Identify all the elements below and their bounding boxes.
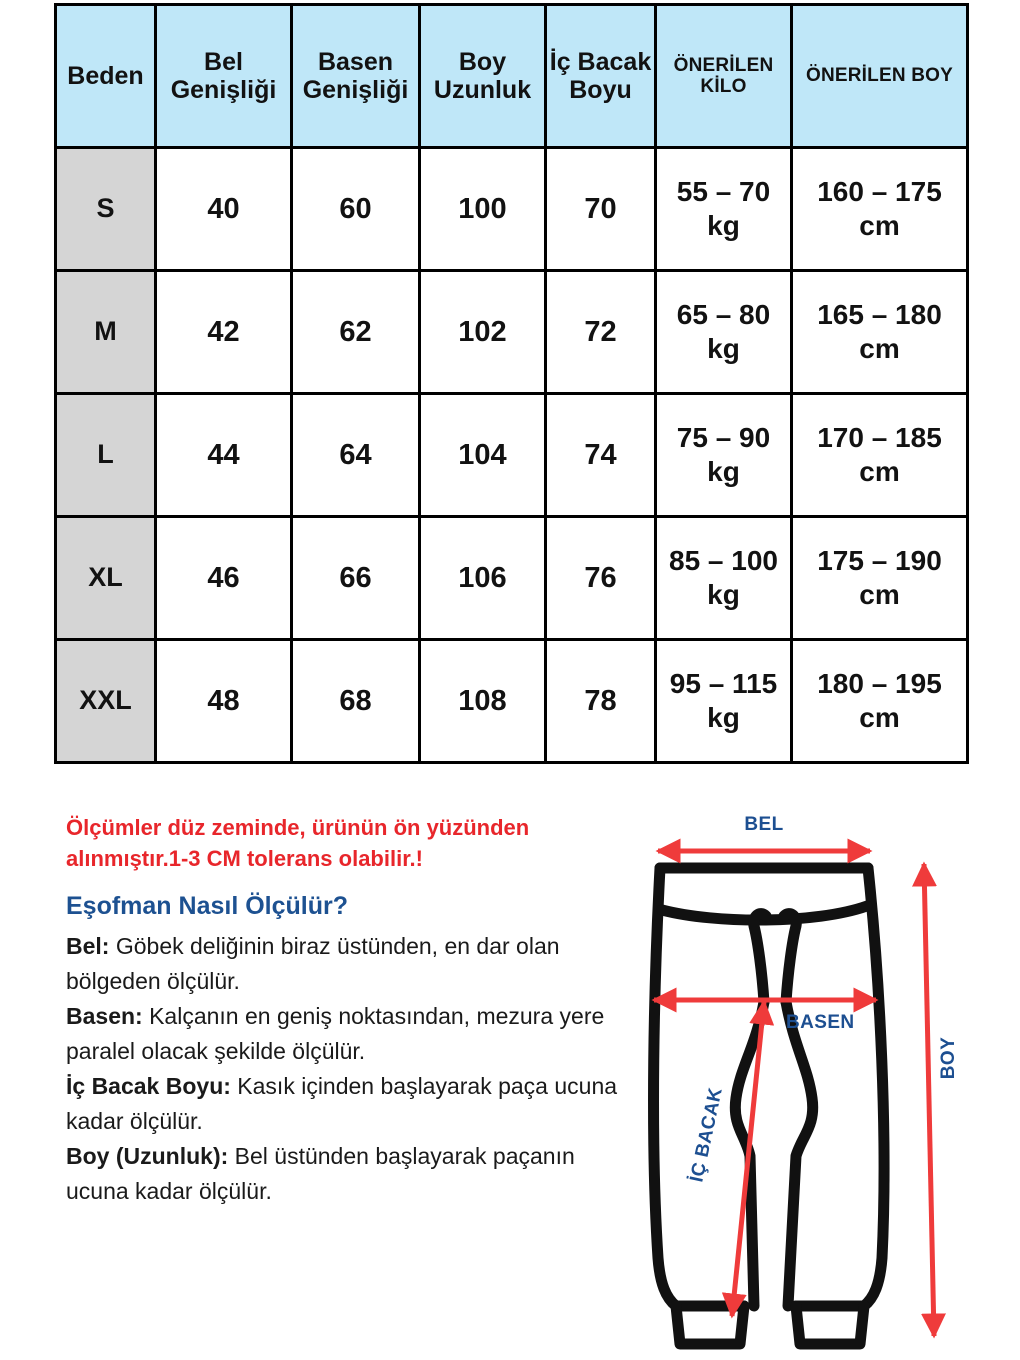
cell-basen: 68	[292, 640, 420, 763]
measure-instruction-boy-uzunluk	[66, 1139, 636, 1209]
table-row	[56, 640, 968, 763]
cell-kilo: 55 – 70 kg	[656, 148, 792, 271]
measure-term-basen: Basen:	[66, 1002, 143, 1029]
table-header-row	[56, 5, 968, 148]
measure-instruction-basen	[66, 999, 636, 1069]
cell-basen: 60	[292, 148, 420, 271]
cell-beden: M	[56, 271, 156, 394]
measure-term-ic-bacak-boyu: İç Bacak Boyu:	[66, 1072, 231, 1099]
measure-desc-bel: Göbek deliğinin biraz üstünden, en dar olan bölgeden ölçülür.	[66, 932, 560, 994]
sweatpants-outline-icon	[654, 868, 885, 1344]
cell-boy: 102	[420, 271, 546, 394]
table-row	[56, 394, 968, 517]
measure-term-bel: Bel:	[66, 932, 110, 959]
column-header-onerilen-kilo: ÖNERİLEN KİLO	[656, 5, 792, 148]
cell-boy: 100	[420, 148, 546, 271]
column-header-beden: Beden	[56, 5, 156, 148]
sweatpants-measurement-diagram	[636, 806, 976, 1358]
cell-kilo: 65 – 80 kg	[656, 271, 792, 394]
cell-bel: 48	[156, 640, 292, 763]
column-header-boy-uzunluk: Boy Uzunluk	[420, 5, 546, 148]
ic-bacak-dimension-label: İÇ BACAK	[686, 1085, 727, 1185]
cell-bel: 44	[156, 394, 292, 517]
cell-onerilen-boy: 175 – 190 cm	[792, 517, 968, 640]
cell-basen: 66	[292, 517, 420, 640]
cell-boy: 108	[420, 640, 546, 763]
cell-bel: 46	[156, 517, 292, 640]
column-header-bel-genisligi: Bel Genişliği	[156, 5, 292, 148]
cell-bel: 40	[156, 148, 292, 271]
size-chart-table	[54, 3, 969, 764]
measure-term-boy-uzunluk: Boy (Uzunluk):	[66, 1142, 229, 1169]
measure-instruction-bel	[66, 929, 636, 999]
tolerance-warning-text: Ölçümler düz zeminde, ürünün ön yüzünden alınmıştır.1-3 CM tolerans olabilir.!	[66, 815, 530, 872]
table-row	[56, 148, 968, 271]
cell-boy: 104	[420, 394, 546, 517]
size-chart-table-container	[54, 3, 966, 764]
cell-kilo: 75 – 90 kg	[656, 394, 792, 517]
column-header-basen-genisligi: Basen Genişliği	[292, 5, 420, 148]
cell-boy: 106	[420, 517, 546, 640]
cell-bel: 42	[156, 271, 292, 394]
bel-dimension-label: BEL	[744, 814, 784, 835]
cell-beden: L	[56, 394, 156, 517]
boy-dimension-arrow	[924, 864, 934, 1336]
cell-kilo: 85 – 100 kg	[656, 517, 792, 640]
cell-ic-bacak: 76	[546, 517, 656, 640]
table-row	[56, 517, 968, 640]
cell-basen: 62	[292, 271, 420, 394]
cell-ic-bacak: 74	[546, 394, 656, 517]
drawstring-icon	[754, 914, 797, 1002]
column-header-onerilen-boy: ÖNERİLEN BOY	[792, 5, 968, 148]
how-to-measure-heading: Eşofman Nasıl Ölçülür?	[66, 892, 349, 921]
measurement-info-block	[66, 812, 636, 1209]
measure-desc-boy-uzunluk: Bel üstünden başlayarak paçanın ucuna kadar ölçülür.	[66, 1142, 575, 1204]
column-header-ic-bacak-boyu: İç Bacak Boyu	[546, 5, 656, 148]
measure-instruction-ic-bacak-boyu	[66, 1069, 636, 1139]
boy-dimension-label: BOY	[938, 1036, 959, 1080]
cell-beden: XXL	[56, 640, 156, 763]
cell-beden: XL	[56, 517, 156, 640]
measure-desc-basen: Kalçanın en geniş noktasından, mezura yere paralel olacak şekilde ölçülür.	[66, 1002, 605, 1064]
cell-ic-bacak: 78	[546, 640, 656, 763]
cell-ic-bacak: 70	[546, 148, 656, 271]
cell-basen: 64	[292, 394, 420, 517]
measure-desc-ic-bacak-boyu: Kasık içinden başlayarak paça ucuna kadar ölçülür.	[66, 1072, 618, 1134]
table-row	[56, 271, 968, 394]
cell-onerilen-boy: 160 – 175 cm	[792, 148, 968, 271]
cell-onerilen-boy: 180 – 195 cm	[792, 640, 968, 763]
cell-onerilen-boy: 170 – 185 cm	[792, 394, 968, 517]
cell-beden: S	[56, 148, 156, 271]
cell-kilo: 95 – 115 kg	[656, 640, 792, 763]
cell-onerilen-boy: 165 – 180 cm	[792, 271, 968, 394]
basen-dimension-label: BASEN	[786, 1012, 855, 1033]
cell-ic-bacak: 72	[546, 271, 656, 394]
